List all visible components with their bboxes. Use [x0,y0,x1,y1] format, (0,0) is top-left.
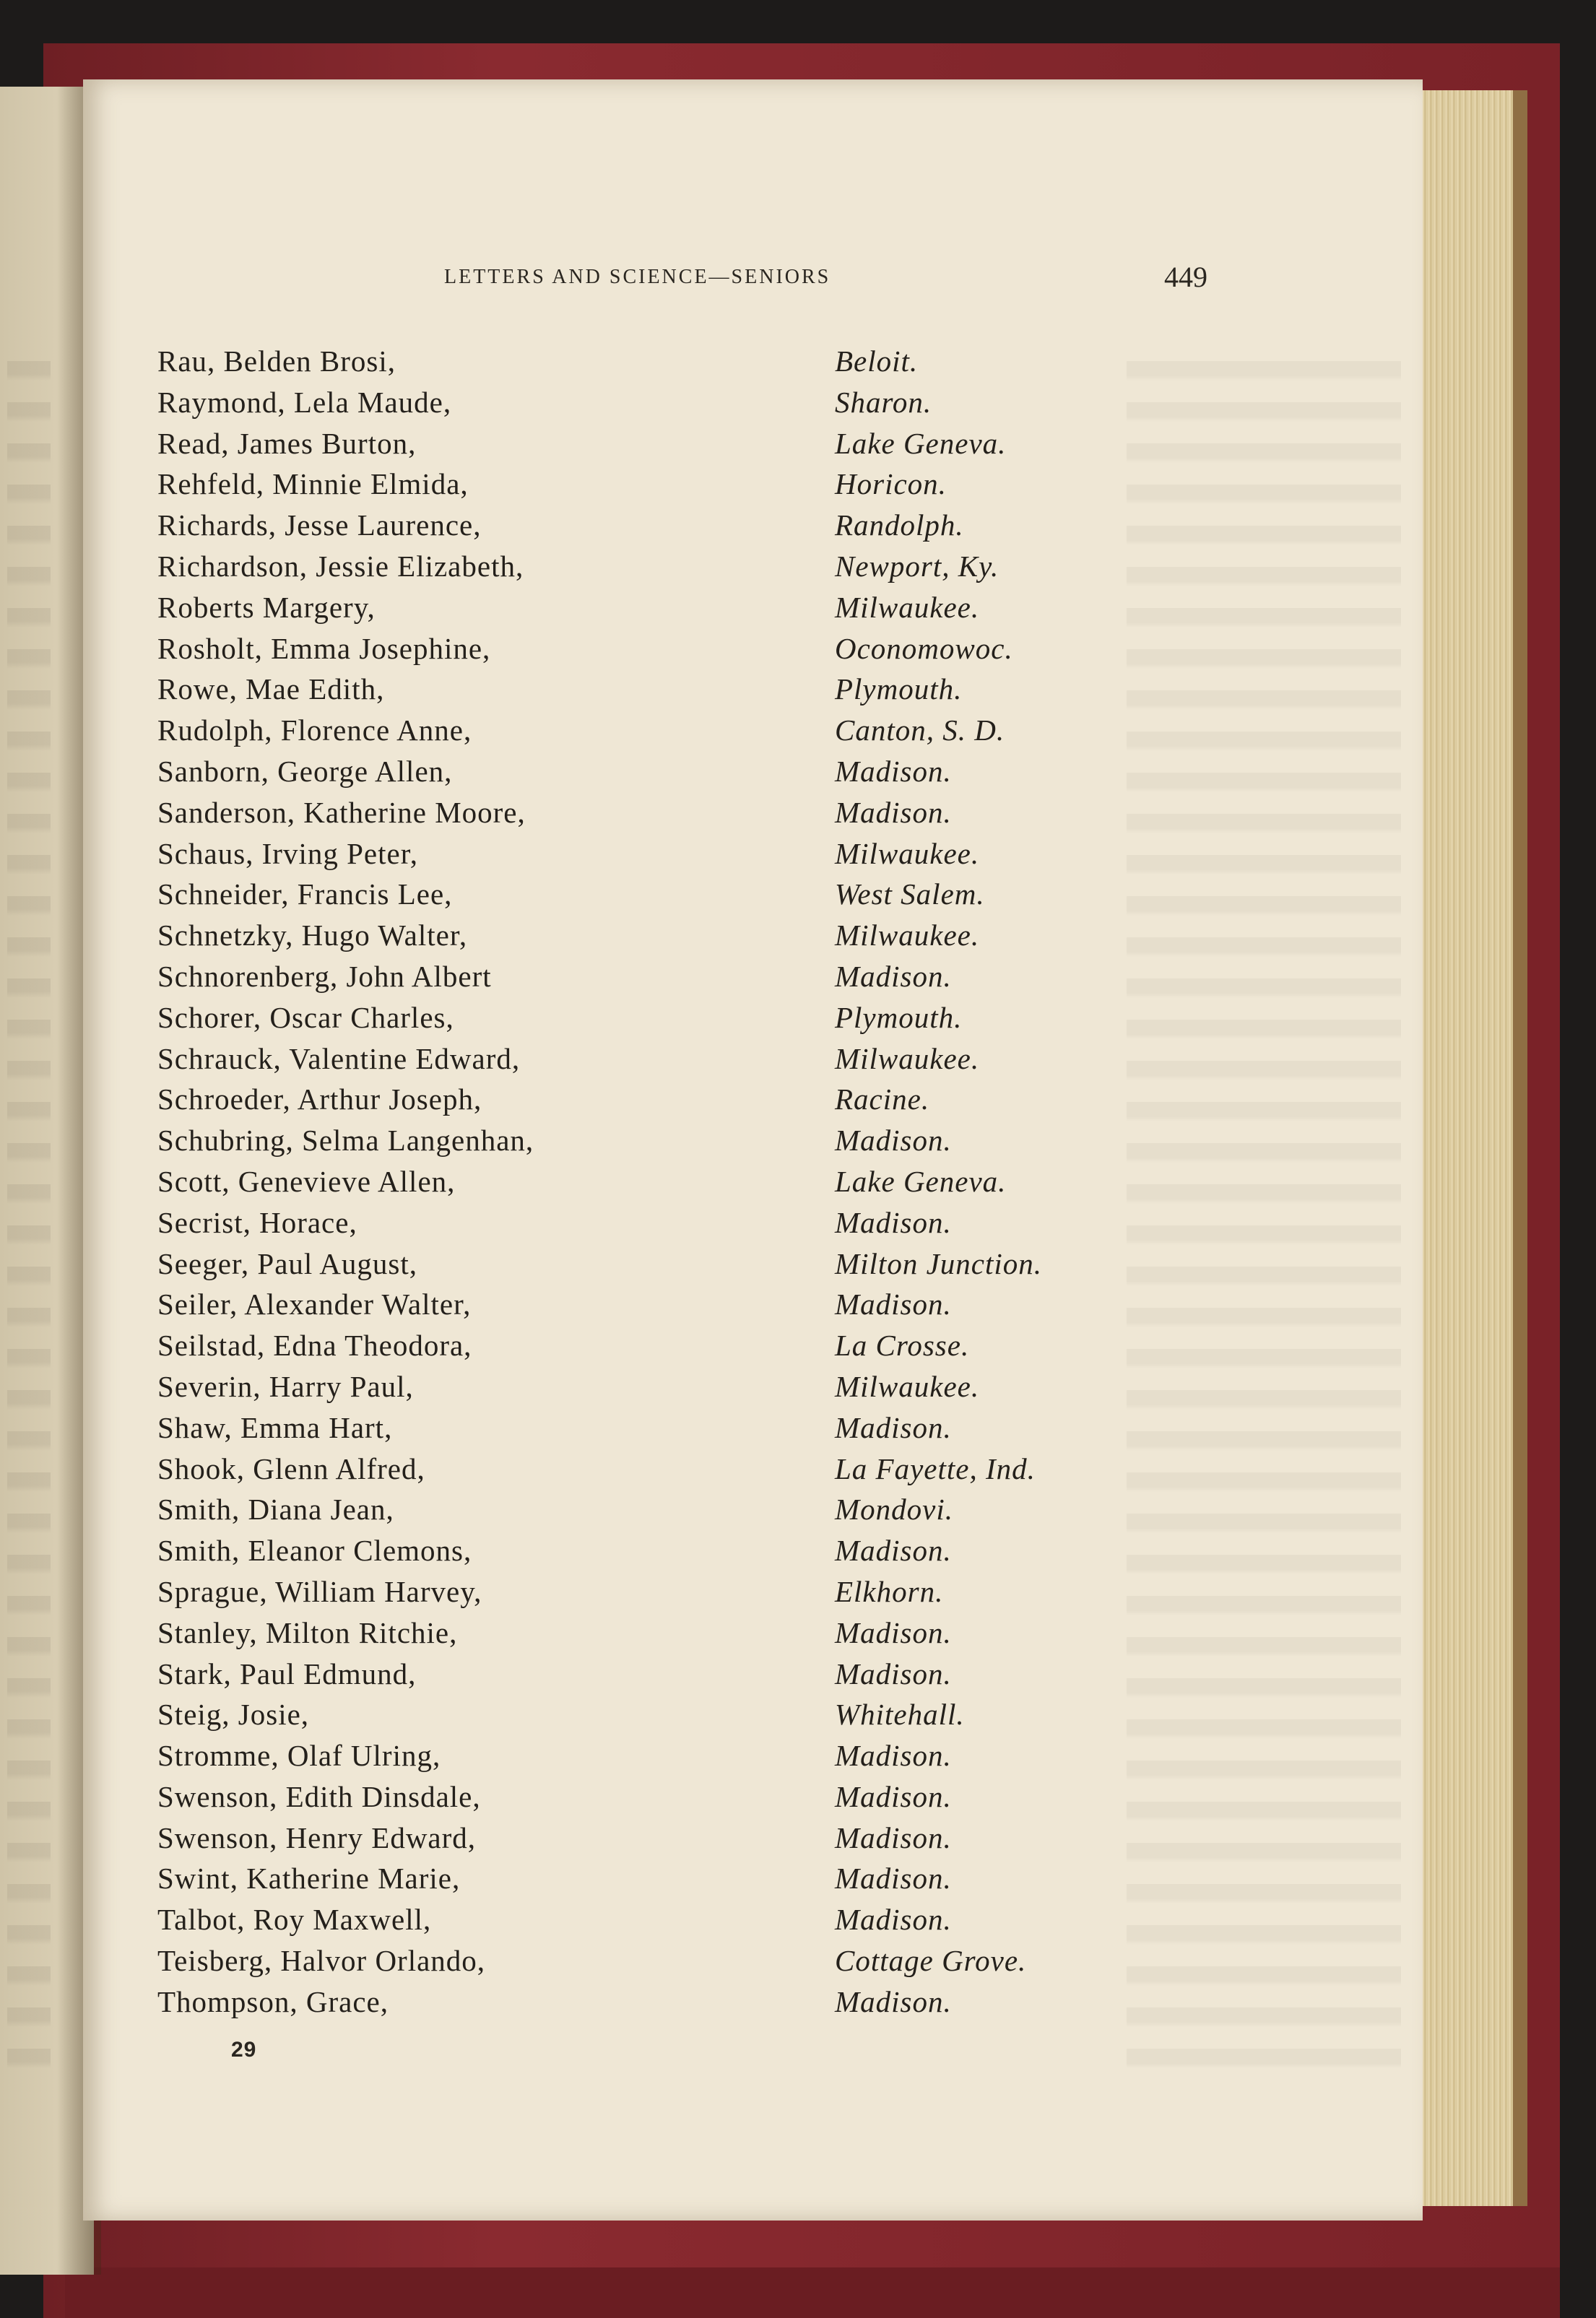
book-cover-bottom-edge [65,2267,1560,2318]
hometown: Madison. [835,1739,952,1773]
hometown: Oconomowoc. [835,631,1013,665]
student-name: Rosholt, Emma Josephine, [157,631,491,665]
list-item [157,1940,1168,1981]
student-name: Schrauck, Valentine Edward, [157,1041,521,1075]
list-item [157,874,1168,915]
student-name: Richards, Jesse Laurence, [157,508,482,542]
list-item [157,1202,1168,1243]
student-name: Schroeder, Arthur Joseph, [157,1082,482,1116]
list-item [157,1654,1168,1695]
student-name: Teisberg, Halvor Orlando, [157,1944,486,1978]
hometown: Madison. [835,959,952,993]
student-name: Severin, Harry Paul, [157,1369,414,1403]
student-name: Schnetzky, Hugo Walter, [157,919,468,952]
left-page-text-ghost [7,339,51,2072]
page-number: 449 [1164,261,1207,293]
list-item [157,464,1168,505]
running-head: LETTERS AND SCIENCE—SENIORS [444,266,831,288]
hometown: Madison. [835,1820,952,1854]
student-name: Swenson, Edith Dinsdale, [157,1779,481,1813]
list-item [157,1243,1168,1285]
student-name: Smith, Diana Jean, [157,1493,394,1527]
hometown: La Fayette, Ind. [835,1451,1036,1485]
list-item [157,1489,1168,1530]
student-name: Smith, Eleanor Clemons, [157,1534,472,1568]
student-name: Read, James Burton, [157,426,417,460]
hometown: Madison. [835,1124,952,1158]
student-name: Shaw, Emma Hart, [157,1410,393,1444]
student-name: Scott, Genevieve Allen, [157,1164,456,1198]
hometown: Whitehall. [835,1698,965,1732]
hometown: Milwaukee. [835,919,980,952]
hometown: Cottage Grove. [835,1944,1027,1978]
hometown: Beloit. [835,344,919,378]
student-name: Swint, Katherine Marie, [157,1862,461,1896]
hometown: Madison. [835,1410,952,1444]
hometown: Elkhorn. [835,1574,944,1608]
hometown: Sharon. [835,385,932,419]
list-item [157,751,1168,792]
student-name: Swenson, Henry Edward, [157,1820,477,1854]
hometown: Madison. [835,1615,952,1649]
list-item [157,710,1168,751]
hometown: Plymouth. [835,1000,963,1034]
hometown: Madison. [835,1862,952,1896]
student-name: Seilstad, Edna Theodora, [157,1329,472,1363]
list-item [157,1038,1168,1080]
list-item [157,628,1168,669]
hometown: Newport, Ky. [835,549,999,583]
list-item [157,1284,1168,1325]
list-item [157,423,1168,464]
hometown: Madison. [835,1534,952,1568]
student-name: Stanley, Milton Ritchie, [157,1615,458,1649]
student-name: Rowe, Mae Edith, [157,672,385,706]
list-item [157,1571,1168,1612]
student-name: Roberts Margery, [157,590,376,624]
list-item [157,956,1168,997]
student-name: Schnorenberg, John Albert [157,959,492,993]
hometown: Canton, S. D. [835,713,1005,747]
list-item [157,1818,1168,1859]
hometown: West Salem. [835,877,985,911]
list-item [157,1899,1168,1940]
hometown: Madison. [835,1288,952,1321]
hometown: Plymouth. [835,672,963,706]
student-name: Rudolph, Florence Anne, [157,713,472,747]
student-name: Stark, Paul Edmund, [157,1657,417,1690]
student-name: Schubring, Selma Langenhan, [157,1124,534,1158]
student-name: Thompson, Grace, [157,1984,389,2018]
hometown: Milwaukee. [835,1041,980,1075]
student-name: Schorer, Oscar Charles, [157,1000,454,1034]
hometown: Randolph. [835,508,964,542]
list-item [157,669,1168,710]
list-item [157,1530,1168,1571]
hometown: Lake Geneva. [835,1164,1007,1198]
hometown: Milton Junction. [835,1246,1043,1280]
student-name: Sanderson, Katherine Moore, [157,795,526,829]
hometown: Madison. [835,1657,952,1690]
hometown: Madison. [835,795,952,829]
list-item [157,587,1168,628]
student-name: Seiler, Alexander Walter, [157,1288,472,1321]
list-item [157,915,1168,956]
student-name: Stromme, Olaf Ulring, [157,1739,441,1773]
hometown: La Crosse. [835,1329,970,1363]
list-item [157,1858,1168,1899]
student-name: Rehfeld, Minnie Elmida, [157,467,469,501]
list-item [157,1120,1168,1161]
hometown: Milwaukee. [835,1369,980,1403]
hometown: Madison. [835,754,952,788]
list-item [157,505,1168,546]
student-name: Secrist, Horace, [157,1205,357,1239]
list-item [157,1981,1168,2023]
list-item [157,1079,1168,1120]
student-name: Talbot, Roy Maxwell, [157,1903,432,1937]
student-name: Shook, Glenn Alfred, [157,1451,425,1485]
hometown: Lake Geneva. [835,426,1007,460]
hometown: Madison. [835,1205,952,1239]
student-name: Rau, Belden Brosi, [157,344,396,378]
student-name: Steig, Josie, [157,1698,310,1732]
list-item [157,1325,1168,1366]
list-item [157,1449,1168,1490]
page-edges-stack [1415,90,1517,2206]
list-item [157,792,1168,833]
list-item [157,382,1168,423]
list-item [157,1366,1168,1407]
list-item [157,1735,1168,1776]
hometown: Milwaukee. [835,836,980,870]
student-name: Seeger, Paul August, [157,1246,417,1280]
list-item [157,546,1168,587]
student-name: Raymond, Lela Maude, [157,385,452,419]
list-item [157,341,1168,382]
list-item [157,1776,1168,1818]
hometown: Milwaukee. [835,590,980,624]
student-name: Schaus, Irving Peter, [157,836,418,870]
student-name: Sprague, William Harvey, [157,1574,482,1608]
student-list [157,341,1168,2023]
list-item [157,1694,1168,1735]
hometown: Madison. [835,1779,952,1813]
signature-mark: 29 [231,2038,257,2062]
student-name: Schneider, Francis Lee, [157,877,453,911]
list-item [157,997,1168,1038]
list-item [157,833,1168,874]
page-edge-shadow [1513,90,1527,2206]
hometown: Horicon. [835,467,947,501]
hometown: Mondovi. [835,1493,953,1527]
list-item [157,1161,1168,1202]
hometown: Madison. [835,1984,952,2018]
student-name: Richardson, Jessie Elizabeth, [157,549,524,583]
list-item [157,1407,1168,1449]
hometown: Madison. [835,1903,952,1937]
hometown: Racine. [835,1082,930,1116]
student-name: Sanborn, George Allen, [157,754,453,788]
list-item [157,1612,1168,1654]
